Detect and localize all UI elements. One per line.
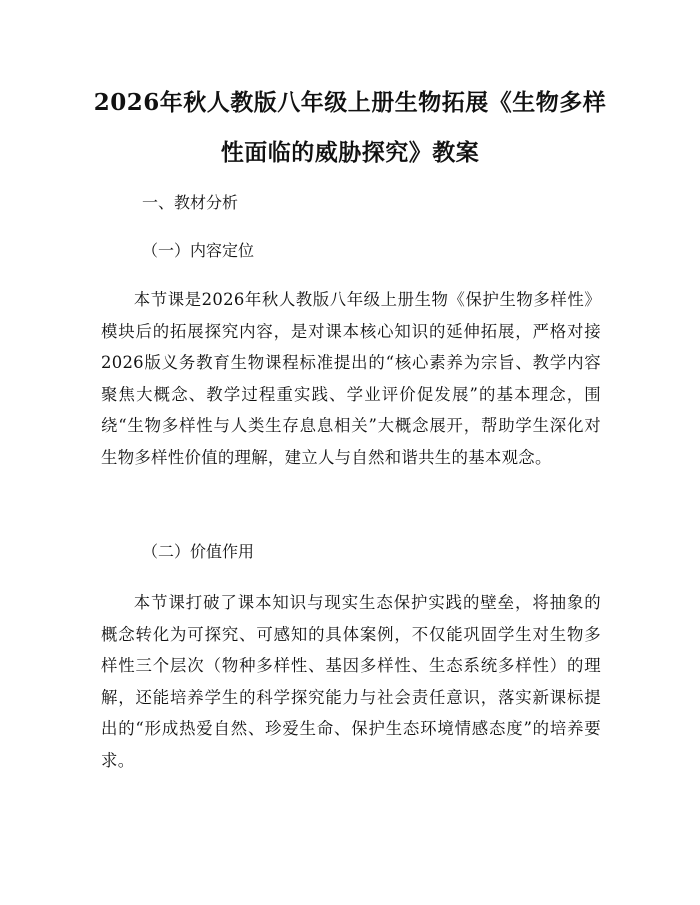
subsection-heading-content-positioning: （一）内容定位 (142, 241, 255, 260)
document-title: 2026年秋人教版八年级上册生物拓展《生物多样性面临的威胁探究》教案 (93, 89, 607, 166)
subsection-heading-value-role: （二）价值作用 (142, 542, 255, 561)
section-heading-teaching-material-analysis: 一、教材分析 (142, 193, 239, 212)
paragraph-value-role: 本节课打破了课本知识与现实生态保护实践的壁垒，将抽象的概念转化为可探究、可感知的具体案例，不仅能巩固学生对生物多样性三个层次（物种多样性、基因多样性、生态系统多样性）的理解，还能培养学生的科学探究能力与社会责任意识，落实新课标提出的“形成热爱自然、珍爱生命、保护生态环境情感态度”的培养要求。 (101, 593, 601, 770)
paragraph-content-positioning: 本节课是2026年秋人教版八年级上册生物《保护生物多样性》模块后的拓展探究内容，是对课本核心知识的延伸拓展，严格对接2026版义务教育生物课程标准提出的“核心素养为宗旨、教学内容聚焦大概念、教学过程重实践、学业评价促发展”的基本理念，围绕“生物多样性与人类生存息息相关”大概念展开，帮助学生深化对生物多样性价值的理解，建立人与自然和谐共生的基本观念。 (101, 290, 601, 467)
